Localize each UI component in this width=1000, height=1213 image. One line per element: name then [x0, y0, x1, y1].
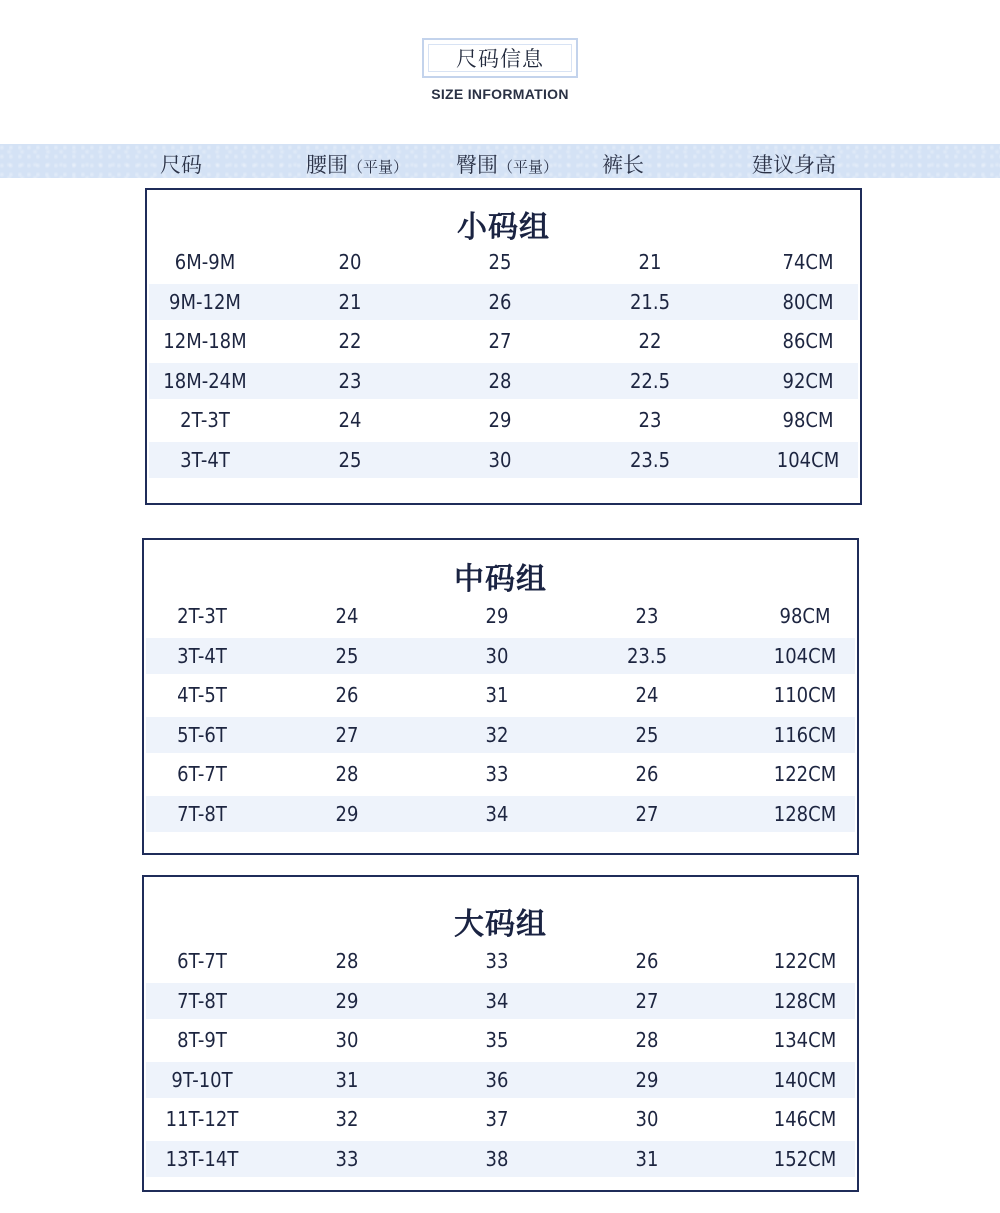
cell-waist: 24: [338, 408, 362, 432]
cell-length: 23: [638, 408, 662, 432]
cell-length: 23.5: [629, 447, 671, 472]
cell-waist: 25: [338, 447, 362, 472]
table-row: [149, 363, 858, 399]
column-header-size-label: 尺码: [160, 153, 202, 177]
cell-height: 104CM: [773, 643, 837, 668]
cell-size: 7T-8T: [177, 988, 227, 1013]
table-row: [149, 442, 858, 478]
cell-waist: 20: [338, 250, 362, 274]
cell-size: 7T-8T: [177, 801, 227, 826]
cell-size: 6T-7T: [177, 949, 227, 973]
cell-waist: 24: [335, 604, 359, 628]
table-row: [146, 1022, 855, 1058]
table-row: [146, 756, 855, 792]
cell-size: 8T-9T: [177, 1028, 227, 1052]
cell-hip: 34: [485, 988, 509, 1013]
column-header-band: [0, 144, 1000, 178]
cell-height: 122CM: [773, 949, 837, 973]
cell-waist: 32: [335, 1107, 359, 1131]
table-row: [149, 284, 858, 320]
cell-length: 29: [635, 1067, 659, 1092]
cell-height: 92CM: [782, 368, 834, 393]
cell-height: 152CM: [773, 1146, 837, 1171]
cell-length: 22.5: [629, 368, 671, 393]
table-row: [146, 638, 855, 674]
cell-waist: 28: [335, 762, 359, 786]
cell-hip: 31: [485, 683, 509, 707]
table-row: [146, 598, 855, 634]
group-title: 中码组: [454, 562, 547, 597]
cell-waist: 29: [335, 988, 359, 1013]
cell-height: 98CM: [782, 408, 834, 432]
page-title: 尺码信息: [456, 47, 544, 71]
table-row: [146, 1062, 855, 1098]
cell-hip: 27: [488, 329, 512, 353]
cell-hip: 35: [485, 1028, 509, 1052]
column-header-height: [752, 149, 836, 179]
cell-length: 26: [635, 762, 659, 786]
cell-size: 5T-6T: [177, 722, 227, 747]
cell-waist: 25: [335, 643, 359, 668]
cell-size: 12M-18M: [163, 329, 247, 353]
cell-hip: 33: [485, 762, 509, 786]
cell-height: 80CM: [782, 289, 834, 314]
column-header-length-label: 裤长: [602, 153, 644, 177]
column-header-size: [160, 149, 202, 179]
cell-waist: 29: [335, 801, 359, 826]
cell-waist: 31: [335, 1067, 359, 1092]
cell-waist: 21: [338, 289, 362, 314]
column-header-length: [602, 149, 644, 179]
cell-height: 74CM: [782, 250, 834, 274]
cell-size: 13T-14T: [165, 1146, 239, 1171]
cell-waist: 33: [335, 1146, 359, 1171]
cell-height: 134CM: [773, 1028, 837, 1052]
cell-length: 21: [638, 250, 662, 274]
group-title: 大码组: [454, 907, 547, 942]
cell-height: 140CM: [773, 1067, 837, 1092]
cell-waist: 22: [338, 329, 362, 353]
cell-size: 11T-12T: [165, 1107, 239, 1131]
cell-size: 3T-4T: [180, 447, 230, 472]
page-subtitle: SIZE INFORMATION: [431, 86, 569, 102]
size-group-2: [142, 538, 859, 855]
cell-height: 110CM: [773, 683, 837, 707]
column-header-waist-note: （平量）: [348, 158, 409, 176]
cell-height: 128CM: [773, 801, 837, 826]
cell-length: 28: [635, 1028, 659, 1052]
cell-height: 146CM: [773, 1107, 837, 1131]
cell-length: 25: [635, 722, 659, 747]
cell-size: 6T-7T: [177, 762, 227, 786]
cell-waist: 30: [335, 1028, 359, 1052]
column-header-waist-label: 腰围: [306, 153, 348, 177]
cell-hip: 29: [488, 408, 512, 432]
cell-waist: 27: [335, 722, 359, 747]
cell-length: 27: [635, 988, 659, 1013]
size-group-3: [142, 875, 859, 1192]
cell-hip: 30: [485, 643, 509, 668]
cell-hip: 33: [485, 949, 509, 973]
cell-hip: 32: [485, 722, 509, 747]
cell-size: 4T-5T: [177, 683, 227, 707]
column-header-waist: [306, 149, 408, 179]
group-title: 小码组: [457, 210, 550, 245]
cell-height: 98CM: [779, 604, 831, 628]
table-row: [146, 717, 855, 753]
cell-hip: 38: [485, 1146, 509, 1171]
column-header-hip: [456, 149, 558, 179]
cell-hip: 34: [485, 801, 509, 826]
cell-size: 2T-3T: [180, 408, 230, 432]
cell-length: 21.5: [629, 289, 671, 314]
size-group-1: [145, 188, 862, 505]
cell-size: 6M-9M: [174, 250, 236, 274]
cell-hip: 26: [488, 289, 512, 314]
cell-size: 3T-4T: [177, 643, 227, 668]
cell-hip: 36: [485, 1067, 509, 1092]
cell-length: 31: [635, 1146, 659, 1171]
cell-length: 30: [635, 1107, 659, 1131]
table-row: [146, 796, 855, 832]
table-row: [146, 1141, 855, 1177]
table-row: [146, 1101, 855, 1137]
cell-size: 18M-24M: [163, 368, 247, 393]
cell-height: 122CM: [773, 762, 837, 786]
column-header-hip-label: 臀围: [456, 153, 498, 177]
cell-hip: 37: [485, 1107, 509, 1131]
cell-hip: 25: [488, 250, 512, 274]
table-row: [146, 943, 855, 979]
cell-size: 9T-10T: [171, 1067, 233, 1092]
cell-length: 23.5: [626, 643, 668, 668]
table-row: [146, 983, 855, 1019]
cell-height: 128CM: [773, 988, 837, 1013]
cell-hip: 29: [485, 604, 509, 628]
title-box: [422, 38, 578, 78]
cell-waist: 26: [335, 683, 359, 707]
cell-waist: 23: [338, 368, 362, 393]
column-header-hip-note: （平量）: [498, 158, 559, 176]
table-row: [149, 323, 858, 359]
cell-waist: 28: [335, 949, 359, 973]
cell-height: 116CM: [773, 722, 837, 747]
cell-length: 26: [635, 949, 659, 973]
cell-length: 23: [635, 604, 659, 628]
cell-size: 9M-12M: [169, 289, 241, 314]
table-row: [149, 244, 858, 280]
cell-length: 24: [635, 683, 659, 707]
column-header-height-label: 建议身高: [752, 153, 836, 177]
table-row: [146, 677, 855, 713]
cell-height: 86CM: [782, 329, 834, 353]
cell-length: 22: [638, 329, 662, 353]
cell-hip: 30: [488, 447, 512, 472]
cell-height: 104CM: [776, 447, 840, 472]
cell-hip: 28: [488, 368, 512, 393]
cell-length: 27: [635, 801, 659, 826]
table-row: [149, 402, 858, 438]
cell-size: 2T-3T: [177, 604, 227, 628]
